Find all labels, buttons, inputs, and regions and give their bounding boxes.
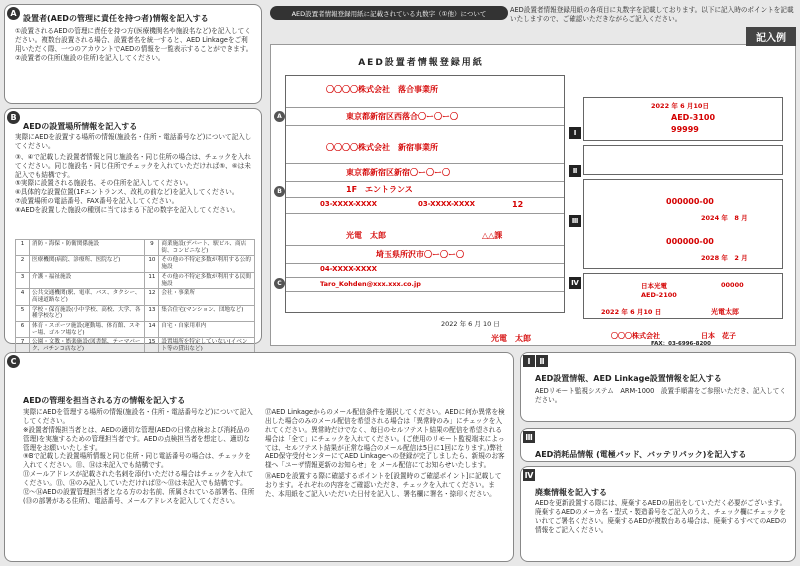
facility-type-number: 4 xyxy=(16,289,30,305)
facility-type-number: 3 xyxy=(16,272,30,288)
aed-date: 2022 年 6 月10日 xyxy=(651,102,709,110)
waste-no: 00000 xyxy=(721,281,744,289)
section-b-item: ⑦設置場所の電話番号、FAX番号を記入してください。 xyxy=(15,197,179,206)
form-badge-one: Ⅰ xyxy=(569,127,581,139)
section-one-two-title: AED設置情報、AED Linkage設置情報を記入する xyxy=(535,374,722,383)
form-address2: 東京都新宿区新宿〇ー〇ー〇 xyxy=(346,168,450,177)
seller-person: 日本 花子 xyxy=(701,332,736,340)
section-four-badge: Ⅳ xyxy=(524,470,534,480)
aed-serial: 99999 xyxy=(671,125,699,134)
lot1: 000000-00 xyxy=(666,197,714,206)
facility-type-number: 15 xyxy=(145,338,159,354)
section-b-badge: B xyxy=(7,111,20,124)
section-two-badge: Ⅱ xyxy=(536,355,548,367)
consumables-box xyxy=(583,179,783,269)
section-c-badge: C xyxy=(7,355,20,368)
use-limit1: 2024 年 8 月 xyxy=(701,214,748,222)
section-c-intro: 実際にAEDを管理する場所の情報(施設名・住所・電話番号など)について記入してください。 xyxy=(23,408,253,425)
section-three-panel xyxy=(520,428,796,462)
facility-type-number: 7 xyxy=(16,338,30,354)
seller: 〇〇〇株式会社 xyxy=(611,332,660,340)
facility-type-label: 体育・スポーツ施設(運動場、体育館、スキー場、ゴルフ場など) xyxy=(30,322,145,338)
form-badge-two: Ⅱ xyxy=(569,165,581,177)
form-title: AED設置者情報登録用紙 xyxy=(358,58,484,68)
section-four-text: AEDを更新設置する際には、廃棄するAEDの届出をしていただく必要がございます。廃棄するAEDのメーカ名・型式・製造番号をご記入のうえ、チェック欄にチェックをいれてご署名ください。廃棄するAEDが複数台ある場合は、廃棄するすべてのAEDの情報をご記入ください。 xyxy=(535,499,787,534)
facility-type-number: 10 xyxy=(145,256,159,272)
facility-type-label: その他の不特定多数が利用する民間施設 xyxy=(159,272,255,288)
form-badge-three: Ⅲ xyxy=(569,215,581,227)
facility-type-number: 13 xyxy=(145,305,159,321)
section-a-title: 設置者(AEDの管理に責任を持つ者)情報を記入する xyxy=(23,14,209,23)
facility-type-label: 会社・事業所 xyxy=(159,289,255,305)
facility-type-label: 公共交通機関(駅、電車、バス、タクシー、高速道路など) xyxy=(30,289,145,305)
waste-date: 2022 年 6 月10 日 xyxy=(601,308,662,316)
form-date: 2022 年 6 月 10 日 xyxy=(441,320,500,328)
section-a-panel xyxy=(4,4,262,104)
section-c-item: ⑫〜⑭AEDの設置管理担当者となる方のお名前、所属されている部署名、住所(⑬の部署がある住所)、電話番号、メールアドレスを記入してください。 xyxy=(23,488,255,505)
form-type-no: 12 xyxy=(512,200,524,209)
form-signature: 光電 太郎 xyxy=(491,334,531,343)
facility-type-table xyxy=(15,239,255,365)
waste-maker: 日本光電 xyxy=(641,282,667,290)
section-c-item: ※設置者情報担当者とは、AEDの適切な管理(AEDの日常点検および消耗品の管理)を実施するための管理担当者です。AEDの点検担当者を想定し、適切な管理をお願いいたします。 xyxy=(23,425,250,452)
section-b-intro: 実際にAEDを設置する場所の情報(施設名・住所・電話番号など)について記入してください。 xyxy=(15,133,252,150)
aed-model: AED-3100 xyxy=(671,113,716,122)
facility-type-label: 消防・海保・防衛関係施設 xyxy=(30,240,145,256)
section-b-item: ⑤実際に設置される施設名、その住所を記入してください。 xyxy=(15,179,193,188)
section-one-two-panel xyxy=(520,352,796,422)
facility-type-label: 自宅・自家用車内 xyxy=(159,322,255,338)
form-manager: 光電 太郎 xyxy=(346,231,386,240)
contact: FAX：03-6996-8200 xyxy=(651,341,711,347)
facility-type-number: 2 xyxy=(16,256,30,272)
form-left-column xyxy=(277,75,565,313)
top-note: AED設置者情報登録用紙の各項目に丸数字を記載しております。以下に記入時のポイントを記載いたしますので、ご確認いただきながらご記入ください。 xyxy=(510,6,794,23)
section-c-item: ⑪メールアドレスが記載された名刺を添付いただける場合はチェックを入れてください。⑪、⑭のみ記入していただければ⑫〜⑬は未記入でも結構です。 xyxy=(23,470,254,488)
section-three-badge: Ⅲ xyxy=(523,431,535,443)
facility-type-number: 5 xyxy=(16,305,30,321)
lot2: 000000-00 xyxy=(666,237,714,246)
facility-type-label: 公園・文教・娯楽施設(図書館、テーマパーク、パチンコ店など) xyxy=(30,338,145,354)
example-label: 記入例 xyxy=(746,27,796,46)
section-c-item: ⑱AEDを設置する際に確認するポイントを[設置時のご確認ポイント]に記載しております。それぞれの内容をご確認いただき、チェックを入れてください。また、本用紙をご記入いただいた日付を記入し、署名欄に署名・捺印ください。 xyxy=(265,472,502,499)
facility-type-number: 6 xyxy=(16,322,30,338)
facility-type-label: その他の不特定多数が利用する公的施設 xyxy=(159,256,255,272)
use-limit2: 2028 年 2 月 xyxy=(701,254,748,262)
waste-model: AED-2100 xyxy=(641,291,677,299)
form-address3: 埼玉県所沢市〇ー〇ー〇 xyxy=(376,250,464,259)
section-b-item: ③、④で記載した設置者情報と同じ施設名・同じ住所の場合は、チェックを入れてください。同じ施設名・同じ住所でチェックを入れていただければ⑤、⑥は未記入でも結構です。 xyxy=(15,152,251,179)
form-address1: 東京都新宿区西落合〇ー〇ー〇 xyxy=(346,112,458,121)
form-tab-a: A xyxy=(274,111,285,122)
form-tel2: 04-XXXX-XXXX xyxy=(320,265,378,273)
section-c-panel xyxy=(4,352,514,562)
section-one-two-text: AEDリモート監視システム ARM-1000 設置手順書をご参照いただき、記入してください。 xyxy=(535,387,786,404)
form-company: 〇〇〇〇株式会社 落合事業所 xyxy=(326,85,438,94)
facility-type-label: 集合住宅(マンション、団地など) xyxy=(159,305,255,321)
section-b-item: ⑥具体的な設置位置(1Fエントランス、改札の前など)を記入してください。 xyxy=(15,188,239,197)
facility-type-number: 12 xyxy=(145,289,159,305)
facility-type-number: 14 xyxy=(145,322,159,338)
facility-type-label: 学校・保育施設(小中学校、高校、大学、各種学校など) xyxy=(30,305,145,321)
form-sheet xyxy=(270,33,796,347)
section-c-item: ⑨Bで記載した設置場所情報と同じ住所・同じ電話番号の場合は、チェックを入れてください。⑪、⑭は未記入でも結構です。 xyxy=(23,452,251,470)
facility-type-label: 設置場所を特定していない(イベント等の貸出など) xyxy=(159,338,255,354)
form-position: 1F エントランス xyxy=(346,185,413,194)
waste-name: 光電太郎 xyxy=(711,308,739,316)
form-tel1: 03-XXXX-XXXX xyxy=(320,200,378,208)
form-tab-b: B xyxy=(274,186,285,197)
section-b-panel xyxy=(4,108,262,353)
section-four-panel xyxy=(520,466,796,562)
top-header xyxy=(270,6,508,20)
facility-type-number: 1 xyxy=(16,240,30,256)
form-place: 〇〇〇〇株式会社 新宿事業所 xyxy=(326,143,438,152)
facility-type-number: 11 xyxy=(145,272,159,288)
form-email: Taro_Kohden@xxx.xxx.co.jp xyxy=(320,280,421,288)
form-badge-four: Ⅳ xyxy=(569,277,581,289)
facility-type-label: 商業施設(デパート、駅ビル、商店街、コンビニなど) xyxy=(159,240,255,256)
facility-type-label: 介護・福祉施設 xyxy=(30,272,145,288)
section-c-title: AEDの管理を担当される方の情報を記入する xyxy=(23,396,186,405)
section-one-badge: Ⅰ xyxy=(523,355,535,367)
section-a-item: ②設置者の住所(施設の住所)を記入してください。 xyxy=(15,53,165,62)
linkage-info-box xyxy=(583,145,783,175)
form-fax1: 03-XXXX-XXXX xyxy=(418,200,476,208)
section-b-item: ⑧AEDを設置した施設の種別に当てはまる下記の数字を記入してください。 xyxy=(15,206,240,215)
top-header-text: AED設置者情報登録用紙に記載されている丸数字（①他）について xyxy=(291,9,487,18)
facility-type-number: 9 xyxy=(145,240,159,256)
section-three-title: AED消耗品情報 (電極パッド、バッテリパック)を記入する xyxy=(535,450,747,459)
section-four-title: 廃棄情報を記入する xyxy=(535,488,607,497)
facility-type-label: 医療機関(病院、診療所、医院など) xyxy=(30,256,145,272)
section-a-item: ①設置されるAEDの管理に責任を持つ方(医療機関名や施設名など)を記入してください。複数台設置される場合、設置者名を統一すると、AED Linkageをご利用いただく際、一つのアカウントでAEDの情報を一覧表示することができます。 xyxy=(15,27,253,53)
section-a-badge: A xyxy=(7,7,20,20)
section-b-title: AEDの設置場所情報を記入する xyxy=(23,122,138,131)
form-dept: △△課 xyxy=(482,231,503,240)
section-c-item: ⑰AED Linkageからのメール配信条件を選択してください。AEDに何か異常を検出した場合のみのメール配信を希望される場合は「異常時のみ」にチェックを入れてください。異常時だけでなく、毎日のセルフテスト結果の配信を希望される場合は「全て」にチェックを入れてください。(ご使用のリモート監視端末によっては、セルフテスト結果が正常な場合のメール配信は5日に1回になります。)弊社AED保守受付センターにてAED Linkageへの登録が完了しましたら、新規のお客様へ「ユーザ情報更新のお知らせ」を メール配信にてお知らせいたします。 xyxy=(265,408,505,470)
form-tab-c: C xyxy=(274,278,285,289)
